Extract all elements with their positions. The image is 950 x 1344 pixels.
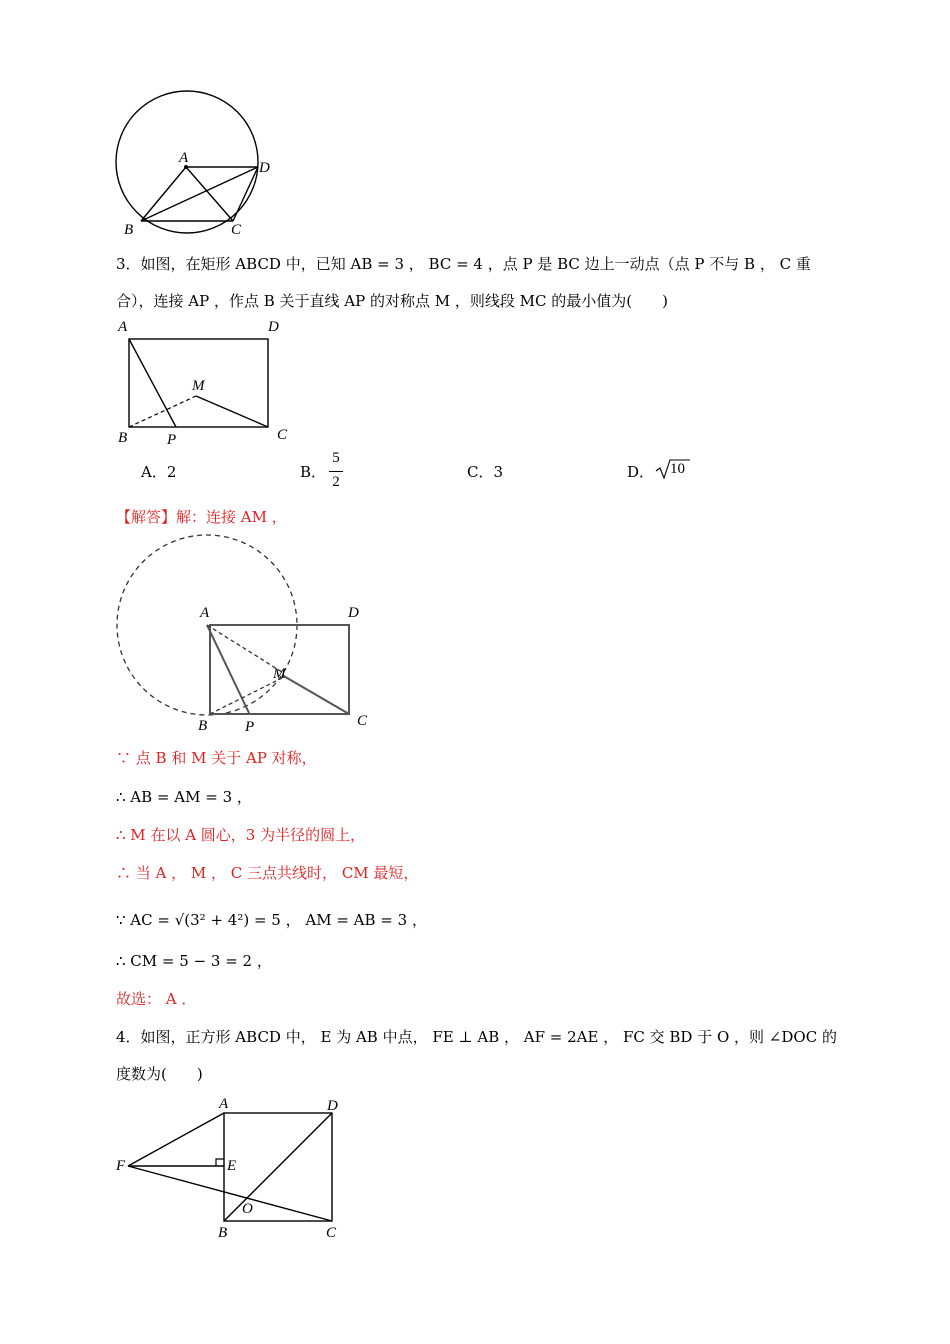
solution-label-M: M [273, 666, 286, 682]
q4-label-B: B [218, 1225, 228, 1241]
solution-step-4: ∴ 当 A ， M ， C 三点共线时， CM 最短， [116, 864, 419, 882]
q4-label-C: C [326, 1225, 337, 1241]
q4-label-D: D [327, 1098, 338, 1114]
q4-label-F: F [116, 1158, 126, 1174]
option-b-denominator: 2 [332, 474, 340, 490]
solution-step-3: ∴ M 在以 A 圆心，3 为半径的圆上， [116, 826, 366, 844]
right-angle-mark-icon [216, 1159, 224, 1166]
q3-label-M: M [192, 378, 205, 394]
q3-label-A: A [118, 319, 128, 335]
label-C: C [231, 222, 242, 238]
label-D: D [259, 160, 270, 176]
q3-line-2: 合），连接 AP ，作点 B 关于直线 AP 的对称点 M ，则线段 MC 的最小值为( ) [116, 292, 668, 310]
q3-label-B: B [118, 430, 128, 446]
q4-label-O: O [242, 1201, 253, 1217]
q4-label-A: A [219, 1096, 229, 1112]
solution-label-B: B [198, 718, 208, 734]
solution-step-6: ∴ CM = 5 − 3 = 2 ， [116, 952, 272, 970]
solution-label-C: C [357, 713, 368, 729]
option-b-numerator: 5 [332, 450, 340, 466]
q3-line-1: 3．如图，在矩形 ABCD 中，已知 AB = 3 ， BC = 4 ，点 P 是 BC 边上一动点（点 P 不与 B ， C 重 [116, 255, 811, 273]
solution-step-5: ∵ AC = √(3² + 4²) = 5 ， AM = AB = 3 ， [116, 911, 427, 929]
solution-header: 【解答】解：连接 AM ， [116, 508, 287, 526]
label-B: B [124, 222, 134, 238]
q3-label-D: D [268, 319, 279, 335]
q3-label-C: C [277, 427, 288, 443]
option-d-radicand: 10 [670, 461, 685, 477]
label-A: A [179, 150, 189, 166]
option-c: C．3 [467, 463, 504, 481]
q4-line-2: 度数为( ) [116, 1065, 203, 1083]
solution-step-1: ∵ 点 B 和 M 关于 AP 对称， [116, 749, 317, 767]
solution-label-D: D [348, 605, 359, 621]
option-a: A．2 [141, 463, 177, 481]
solution-label-A: A [200, 605, 210, 621]
option-b-prefix: B． [300, 463, 327, 481]
q4-line-1: 4．如图，正方形 ABCD 中， E 为 AB 中点， FE ⊥ AB ， AF = 2AE ， FC 交 BD 于 O ，则 ∠DOC 的 [116, 1028, 837, 1046]
solution-label-P: P [245, 719, 255, 735]
option-d-prefix: D． [627, 463, 655, 481]
solution-step-2: ∴ AB = AM = 3 ， [116, 788, 252, 806]
q4-label-E: E [227, 1158, 237, 1174]
q3-label-P: P [167, 432, 177, 448]
solution-step-7: 故选： A ． [116, 990, 197, 1008]
